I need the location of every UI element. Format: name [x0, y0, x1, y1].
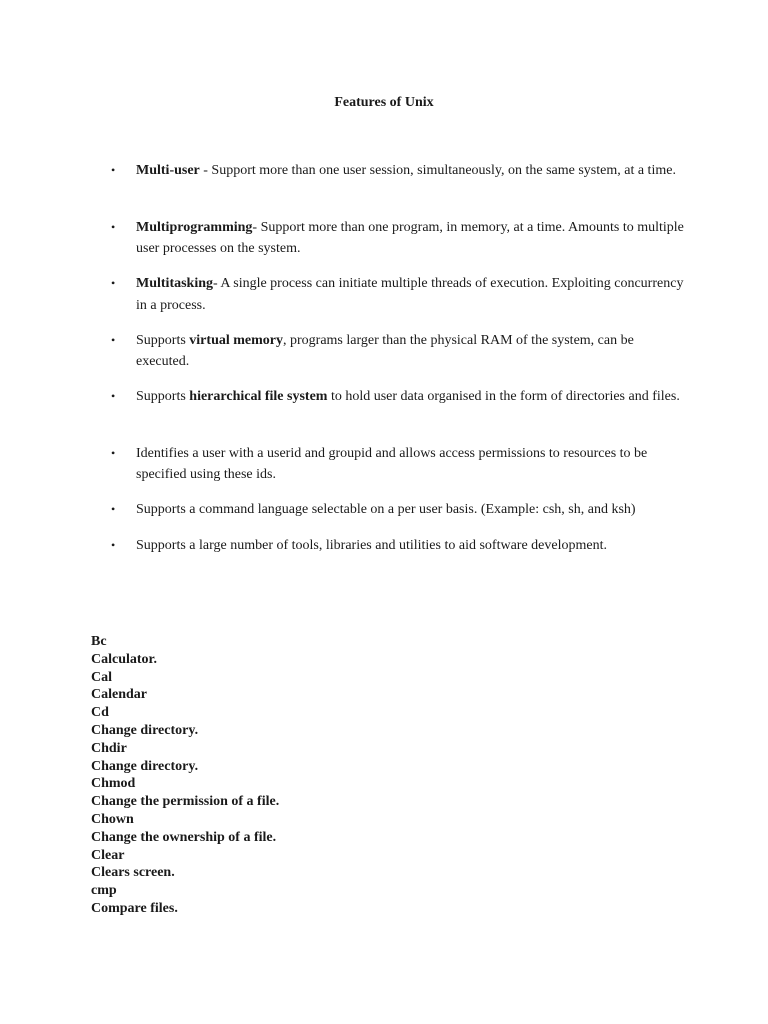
bullet-icon: • [111, 163, 116, 177]
feature-term: virtual memory [189, 332, 283, 348]
feature-item [111, 217, 686, 274]
command-name: cmp [91, 883, 117, 899]
feature-term: hierarchical file system [189, 389, 328, 404]
feature-lead: Supports a large number of tools, libraries and utilities to aid software development. [136, 538, 607, 553]
feature-term: Multi-user [136, 163, 200, 178]
bullet-icon: • [111, 219, 116, 234]
feature-item [111, 443, 686, 500]
feature-item [111, 535, 686, 592]
command-name: Chmod [91, 776, 136, 792]
command-description: Clears screen. [91, 865, 175, 881]
bullet-icon: • [111, 538, 116, 552]
command-description: Change the ownership of a file. [91, 829, 277, 845]
command-description: Compare files. [91, 900, 178, 916]
command-name: Bc [91, 634, 107, 649]
feature-item [111, 330, 686, 387]
bullet-icon: • [111, 389, 116, 403]
feature-item [111, 273, 686, 330]
features-list [111, 160, 686, 592]
feature-term: Multiprogramming [136, 219, 253, 235]
feature-item [111, 499, 686, 535]
command-description: Change directory. [91, 758, 199, 774]
feature-text: to hold user data organised in the form of directories and files. [327, 389, 680, 404]
feature-lead: Supports a command language selectable on a per user basis. (Example: csh, sh, and ksh) [136, 502, 636, 517]
command-name: Cd [91, 705, 109, 721]
feature-lead: Supports [136, 389, 190, 404]
command-description: Calendar [91, 687, 147, 703]
bullet-icon: • [111, 276, 116, 290]
bullet-icon: • [111, 502, 116, 516]
feature-text: - Support more than one program, in memory, at a time. Amounts to multiple user processes on the system. [136, 219, 684, 256]
command-description: Change directory. [91, 722, 199, 738]
feature-item [111, 160, 686, 217]
feature-lead: Identifies a user with a userid and groupid and allows access permissions to resources to be specified using these ids. [136, 445, 648, 482]
bullet-icon: • [111, 445, 116, 460]
command-name: Chdir [91, 740, 127, 756]
commands-list [91, 633, 491, 918]
page-title: Features of Unix [334, 95, 434, 110]
bullet-icon: • [111, 332, 116, 347]
command-name: Clear [91, 847, 125, 863]
command-name: Cal [91, 669, 112, 685]
feature-term: Multitasking [136, 276, 214, 291]
feature-text: , programs larger than the physical RAM of the system, can be executed. [136, 332, 634, 369]
feature-item [111, 386, 686, 443]
feature-text: - A single process can initiate multiple threads of execution. Exploiting concurrency in a process. [136, 276, 684, 313]
command-name: Chown [91, 811, 134, 827]
feature-text: - Support more than one user session, simultaneously, on the same system, at a time. [199, 163, 676, 178]
command-description: Calculator. [91, 651, 157, 667]
command-description: Change the permission of a file. [91, 794, 280, 810]
feature-lead: Supports [136, 332, 190, 348]
